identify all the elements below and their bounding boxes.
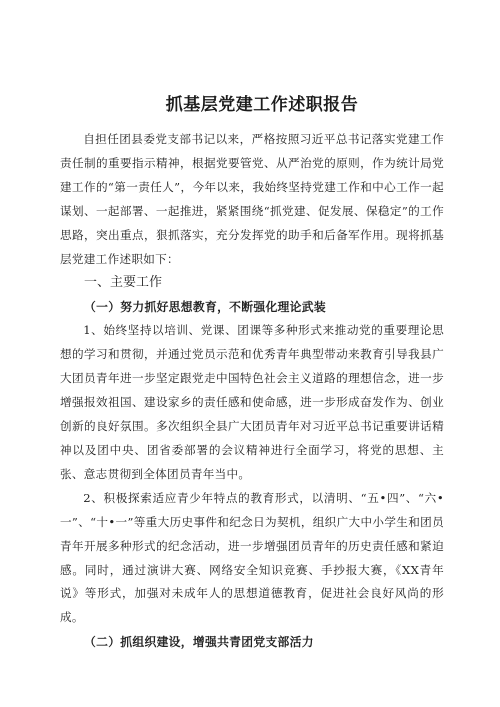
section-heading-main-work: 一、主要工作 bbox=[84, 275, 163, 291]
paragraph-ideology-2: 2、积极探索适应青少年特点的教育形式，以清明、“五•四”、“六•一”、“十•一”等重大历史事件和纪念日为契机，组织广大中小学生和团员青年开展多种形式的纪念活动，进一步增强团员青年的历史责任感和紧迫感。同时，通过演讲大赛、网络安全知识竞赛、手抄报大赛，《XX青年说》等形式，加强对未成年人的思想道德教育，促进社会良好风尚的形成。 bbox=[60, 490, 444, 625]
paragraph-ideology-1: 1、始终坚持以培训、党课、团课等多种形式来推动党的重要理论思想的学习和贯彻，并通过党员示范和优秀青年典型带动来教育引导我县广大团员青年进一步坚定跟党走中国特色社会主义道路的理想信念，进一步增强报效祖国、建设家乡的责任感和使命感，进一步形成奋发作为、创业创新的良好氛围。多次组织全县广大团员青年对习近平总书记重要讲话精神以及团中央、团省委部署的会议精神进行全面学习，将党的思想、主张、意志贯彻到全体团员青年当中。 bbox=[60, 323, 444, 481]
subsection-heading-ideology: （一）努力抓好思想教育，不断强化理论武装 bbox=[84, 300, 326, 315]
subsection-heading-organization: （二）抓组织建设，增强共青团党支部活力 bbox=[84, 635, 314, 650]
document-title: 抓基层党建工作述职报告 bbox=[165, 95, 359, 115]
intro-paragraph: 自担任团县委党支部书记以来，严格按照习近平总书记落实党建工作责任制的重要指示精神，根据党要管党、从严治党的原则，作为统计局党建工作的“第一责任人”，今年以来，我始终坚持党建工作和中心工作一起谋划、一起部署、一起推进，紧紧围绕“抓党建、促发展、保稳定”的工作思路，突出重点，狠抓落实，充分发挥党的助手和后备军作用。现将抓基层党建工作述职如下： bbox=[60, 132, 444, 266]
